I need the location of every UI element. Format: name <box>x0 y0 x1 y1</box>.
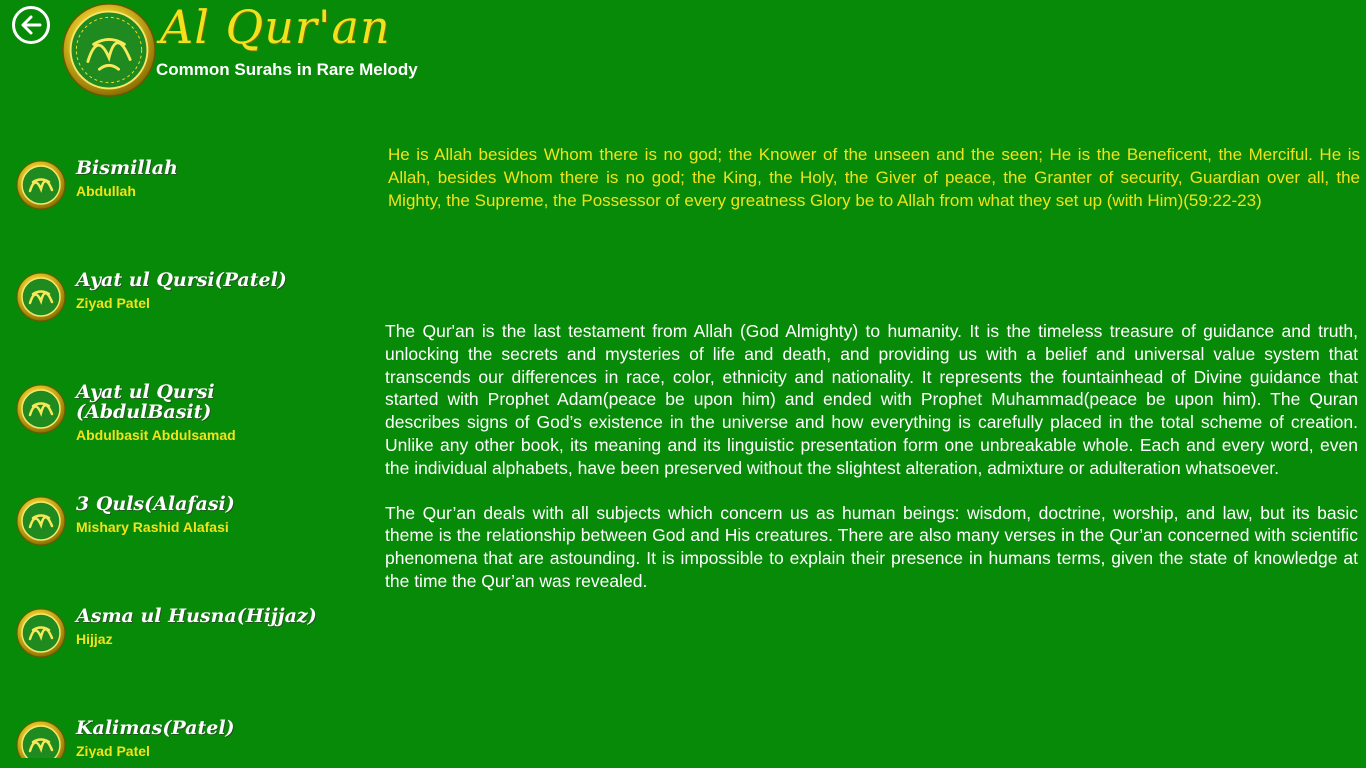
item-title-text: Asma ul Husna(Hijjaz) <box>76 605 317 627</box>
item-artist: Ziyad Patel <box>76 295 150 311</box>
item-title-text: Ayat ul Qursi(Patel) <box>76 269 287 291</box>
item-title-text: Ayat ul Qursi (AbdulBasit) <box>76 381 215 423</box>
surah-list[interactable] <box>0 148 370 758</box>
back-button[interactable] <box>12 6 50 44</box>
list-item[interactable] <box>14 484 364 584</box>
quran-emblem-icon <box>16 160 66 210</box>
back-arrow-icon <box>20 14 42 36</box>
item-title <box>76 158 366 201</box>
item-title <box>76 382 236 445</box>
quran-emblem-icon <box>16 384 66 434</box>
list-item[interactable] <box>14 148 364 248</box>
item-title-text: 3 Quls(Alafasi) <box>76 493 235 515</box>
item-title <box>76 606 366 649</box>
item-title <box>76 494 366 537</box>
item-title <box>76 270 366 313</box>
quran-emblem-icon <box>61 2 157 98</box>
list-item[interactable] <box>14 260 364 360</box>
list-item[interactable] <box>14 596 364 696</box>
app-title: Al Qur'an <box>160 0 391 54</box>
item-title-text: Kalimas(Patel) <box>76 717 235 739</box>
description <box>385 320 1358 615</box>
item-artist: Abdulbasit Abdulsamad <box>76 427 236 443</box>
item-artist: Mishary Rashid Alafasi <box>76 519 229 535</box>
quran-emblem-icon <box>16 608 66 658</box>
quran-emblem-icon <box>16 496 66 546</box>
list-item[interactable] <box>14 372 364 472</box>
item-title <box>76 718 366 758</box>
item-artist: Hijjaz <box>76 631 113 647</box>
item-artist: Ziyad Patel <box>76 743 150 758</box>
description-paragraph: The Qur’an deals with all subjects which concern us as human beings: wisdom, doctrine, worship, and law, but its basic theme is the relationship between God and His creatures. There are also many verses in the Qur’an concerned with scientific phenomena that are astounding. It is impossible to explain their presence in humans terms, given the state of knowledge at the time the Qur’an was revealed. <box>385 502 1358 591</box>
app-subtitle: Common Surahs in Rare Melody <box>156 60 418 79</box>
quran-emblem-icon <box>16 272 66 322</box>
item-title-text: Bismillah <box>76 157 178 179</box>
description-paragraph: The Qur'an is the last testament from Allah (God Almighty) to humanity. It is the timeless treasure of guidance and truth, unlocking the secrets and mysteries of life and death, and providing us with a belief and universal value system that transcends our differences in race, color, ethnicity and nationality. It represents the fountainhead of Divine guidance that started with Prophet Adam(peace be upon him) and ended with Prophet Muhammad(peace be upon him). The Quran describes signs of God’s existence in the universe and how everything is carefully placed in the total scheme of creation. Unlike any other book, its meaning and its linguistic presentation form one unbreakable whole. Each and every word, even the individual alphabets, have been preserved without the slightest alteration, admixture or adulteration whatsoever. <box>385 321 1358 478</box>
quran-emblem-icon <box>16 720 66 758</box>
list-item[interactable] <box>14 708 364 758</box>
verse-quote: He is Allah besides Whom there is no god; the Knower of the unseen and the seen; He is the Beneficent, the Merciful. He is Allah, besides Whom there is no god; the King, the Holy, the Giver of peace, the Granter of security, Guardian over all, the Mighty, the Supreme, the Possessor of every greatness Glory be to Allah from what they set up (with Him)(59:22-23) <box>388 145 1360 210</box>
item-artist: Abdullah <box>76 183 136 199</box>
